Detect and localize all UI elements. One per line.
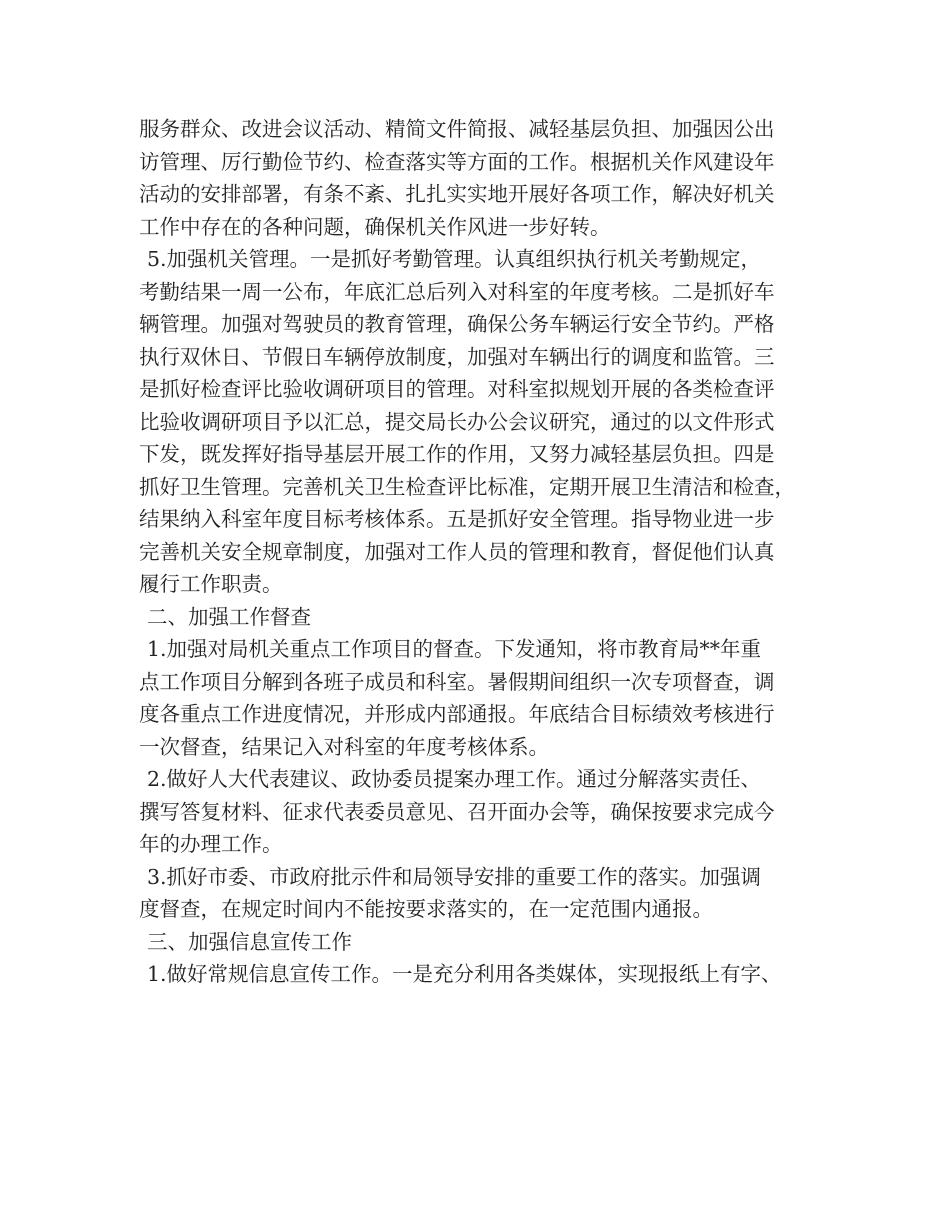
text-line: 年的办理工作。 <box>139 832 283 856</box>
text-line: 下发，既发挥好指导基层开展工作的作用，又努力减轻基层负担。四是 <box>139 442 775 466</box>
paragraph-start-line: 1.做好常规信息宣传工作。一是充分利用各类媒体，实现报纸上有字、 <box>147 962 782 986</box>
text-line: 点工作项目分解到各班子成员和科室。暑假期间组织一次专项督查，调 <box>139 669 775 694</box>
paragraph-start-line: 5.加强机关管理。一是抓好考勤管理。认真组织执行机关考勤规定， <box>147 247 762 271</box>
text-line: 执行双休日、节假日车辆停放制度，加强对车辆出行的调度和监管。三 <box>139 344 775 369</box>
paragraph-start-line: 1.加强对局机关重点工作项目的督查。下发通知，将市教育局**年重 <box>147 637 762 661</box>
text-line: 完善机关安全规章制度，加强对工作人员的管理和教育，督促他们认真 <box>139 539 775 564</box>
text-line: 撰写答复材料、征求代表委员意见、召开面办会等，确保按要求完成今 <box>139 799 775 824</box>
text-line: 服务群众、改进会议活动、精简文件简报、减轻基层负担、加强因公出 <box>139 117 775 141</box>
text-line: 考勤结果一周一公布，年底汇总后列入对科室的年度考核。二是抓好车 <box>139 279 775 304</box>
text-line: 结果纳入科室年度目标考核体系。五是抓好安全管理。指导物业进一步 <box>139 507 775 531</box>
text-line: 辆管理。加强对驾驶员的教育管理，确保公务车辆运行安全节约。严格 <box>139 312 775 336</box>
paragraph-start-line: 3.抓好市委、市政府批示件和局领导安排的重要工作的落实。加强调 <box>147 864 762 889</box>
text-line: 工作中存在的各种问题，确保机关作风进一步好转。 <box>139 214 611 239</box>
text-line: 度督查，在规定时间内不能按要求落实的，在一定范围内通报。 <box>139 897 713 921</box>
section-heading: 三、加强信息宣传工作 <box>147 929 352 954</box>
text-line: 访管理、厉行勤俭节约、检查落实等方面的工作。根据机关作风建设年 <box>139 149 775 174</box>
section-heading: 二、加强工作督查 <box>147 604 311 629</box>
text-line: 是抓好检查评比验收调研项目的管理。对科室拟规划开展的各类检查评 <box>139 377 775 401</box>
text-line: 度各重点工作进度情况，并形成内部通报。年底结合目标绩效考核进行 <box>139 702 775 726</box>
document-body <box>139 113 839 991</box>
paragraph-start-line: 2.做好人大代表建议、政协委员提案办理工作。通过分解落实责任、 <box>147 767 762 791</box>
text-line: 一次督查，结果记入对科室的年度考核体系。 <box>139 734 549 759</box>
text-line: 履行工作职责。 <box>139 572 283 596</box>
text-line: 比验收调研项目予以汇总，提交局长办公会议研究，通过的以文件形式 <box>139 409 775 434</box>
text-line: 活动的安排部署，有条不紊、扎扎实实地开展好各项工作，解决好机关 <box>139 182 775 206</box>
text-line: 抓好卫生管理。完善机关卫生检查评比标准，定期开展卫生清洁和检查， <box>139 474 795 499</box>
